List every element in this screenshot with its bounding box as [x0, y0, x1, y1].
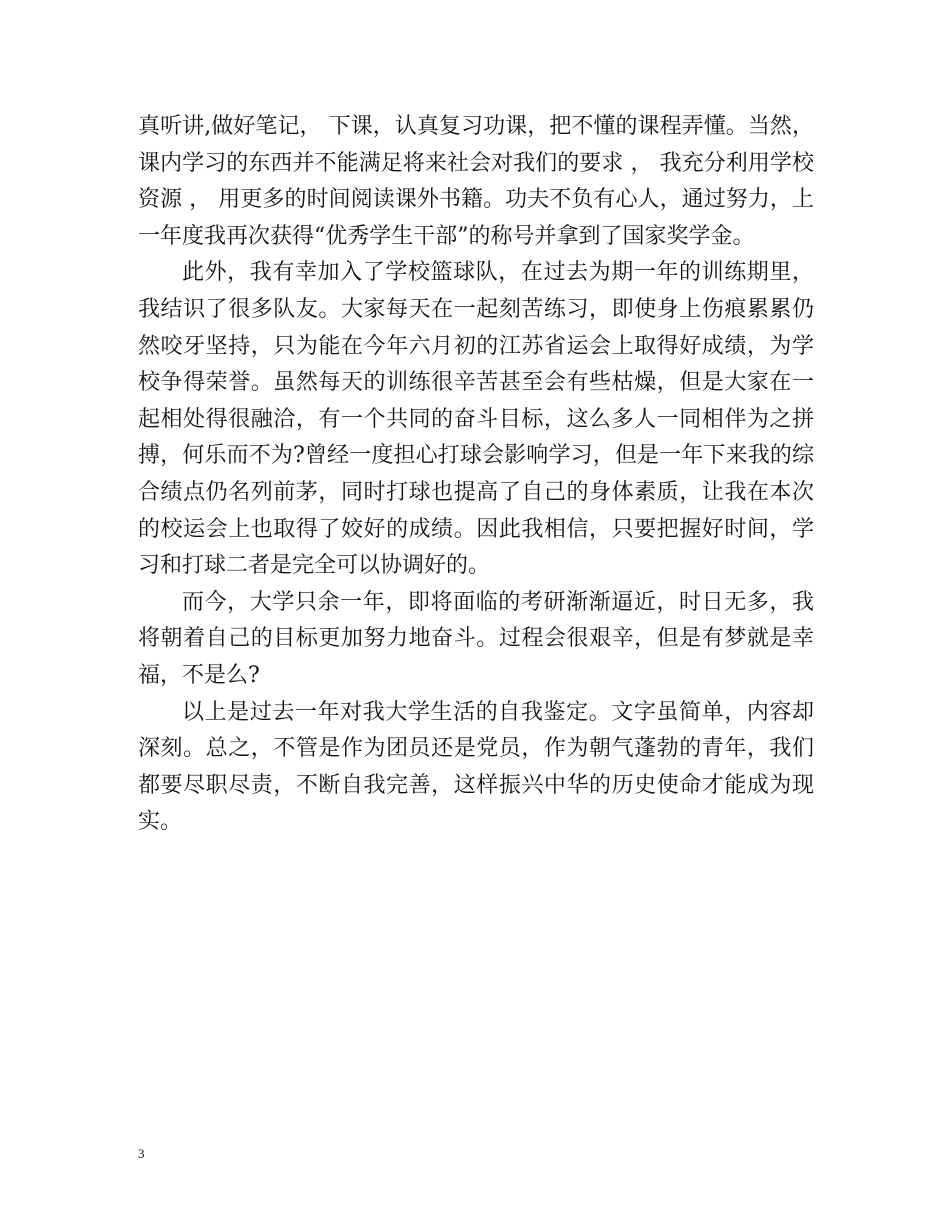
- paragraph-conclusion: 以上是过去一年对我大学生活的自我鉴定。文字虽简单，内容却深刻。总之，不管是作为团员还是党员，作为朝气蓬勃的青年，我们都要尽职尽责，不断自我完善，这样振兴中华的历史使命才能成为现实。: [138, 699, 814, 835]
- paragraph-future: 而今，大学只余一年，即将面临的考研渐渐逼近，时日无多，我将朝着自己的目标更加努力地奋斗。过程会很艰辛，但是有梦就是幸福，不是么?: [138, 589, 814, 688]
- paragraph-basketball: 此外，我有幸加入了学校篮球队，在过去为期一年的训练期里，我结识了很多队友。大家每天在一起刻苦练习，即使身上伤痕累累仍然咬牙坚持，只为能在今年六月初的江苏省运会上取得好成绩，为学校争得荣誉。虽然每天的训练很辛苦甚至会有些枯燥，但是大家在一起相处得很融洽，有一个共同的奋斗目标，这么多人一同相伴为之拼搏，何乐而不为?曾经一度担心打球会影响学习，但是一年下来我的综合绩点仍名列前茅，同时打球也提高了自己的身体素质，让我在本次的校运会上也取得了姣好的成绩。因此我相信，只要把握好时间，学习和打球二者是完全可以协调好的。: [138, 260, 814, 579]
- document-body: [138, 109, 814, 841]
- page-number: 3: [138, 1146, 145, 1161]
- paragraph-continuation: 真听讲,做好笔记， 下课，认真复习功课，把不懂的课程弄懂。当然，课内学习的东西并不能满足将来社会对我们的要求 ， 我充分利用学校资源 ， 用更多的时间阅读课外书籍。功夫不负有心人，通过努力，上一年度我再次获得“优秀学生干部”的称号并拿到了国家奖学金。: [138, 114, 814, 249]
